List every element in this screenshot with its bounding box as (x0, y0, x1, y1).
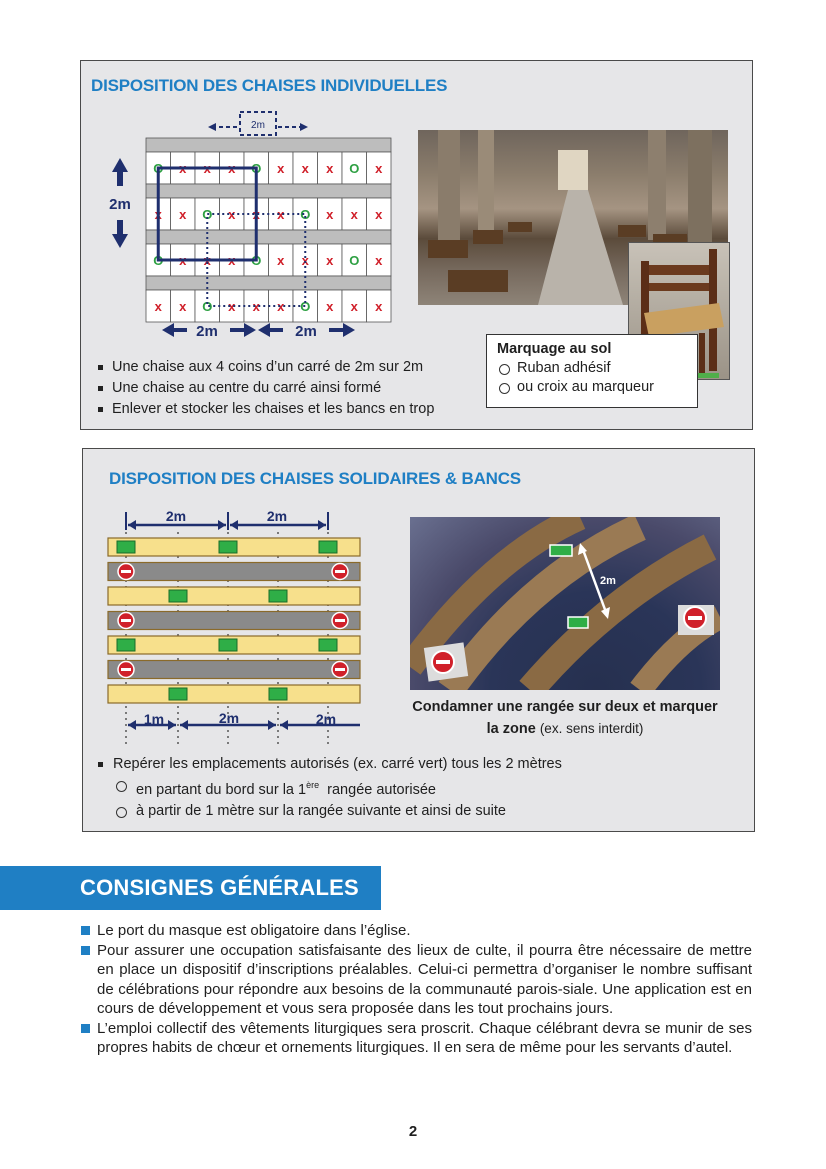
grid-cells (146, 138, 391, 322)
panel1-title: DISPOSITION DES CHAISES INDIVIDUELLES (91, 76, 448, 95)
aisle-row (146, 230, 391, 244)
green-seat-marker (319, 639, 337, 651)
forbidden-seat-mark: x (277, 207, 285, 222)
bench-top-dim-1: 2m (165, 508, 187, 524)
panel2-bullet-text: Repérer les emplacements autorisés (ex. carré vert) tous les 2 mètres (113, 756, 562, 772)
allowed-seat-mark: O (349, 253, 360, 268)
allowed-seat-mark: O (300, 207, 311, 222)
green-seat-marker (169, 688, 187, 700)
consigne-item: Pour assurer une occupation satisfaisante des lieux de culte, il pourra être nécessaire de mettre en place un dispositif d’inscriptions préalables. Celui-ci permettra d’organiser le nombre suffisant de célébrations pour répondre aux besoins de la communauté parois-siale. Une application est en cours de développement et vous sera proposée dans les tout prochains jours. (80, 941, 752, 1019)
bottom-dimension (162, 323, 355, 340)
forbidden-seat-mark: x (277, 299, 285, 314)
bench-photo-dim: 2m (600, 575, 616, 587)
legend-option: ou croix au marqueur (497, 378, 687, 397)
allowed-bench (108, 685, 360, 703)
no-entry-bar (335, 570, 345, 573)
consigne-item: Le port du masque est obligatoire dans l’église. (80, 921, 752, 941)
panel1-bullet: Une chaise au centre du carré ainsi formé (90, 378, 480, 399)
consignes-list (80, 921, 752, 1058)
condemned-bench (108, 661, 360, 679)
allowed-seat-mark: O (349, 161, 360, 176)
bottom-dim-label-2: 2m (295, 323, 317, 340)
forbidden-seat-mark: x (375, 207, 383, 222)
panel2-bullets (96, 754, 696, 822)
legend-title: Marquage au sol (497, 341, 612, 357)
section-title: CONSIGNES GÉNÉRALES (0, 866, 381, 910)
forbidden-seat-mark: x (326, 253, 334, 268)
aisle-row (146, 276, 391, 290)
legend-option: Ruban adhésif (497, 359, 687, 378)
green-seat-marker (319, 541, 337, 553)
forbidden-seat-mark: x (179, 299, 187, 314)
bench-top-dims (126, 508, 328, 530)
forbidden-seat-mark: x (203, 253, 211, 268)
green-seat-marker (269, 590, 287, 602)
forbidden-seat-mark: x (375, 161, 383, 176)
side-dimension (109, 158, 131, 248)
bench-bottom-dim-3: 2m (315, 711, 337, 727)
forbidden-seat-mark: x (252, 207, 260, 222)
no-entry-bar (335, 619, 345, 622)
green-seat-marker (219, 639, 237, 651)
no-entry-bar (335, 668, 345, 671)
green-seat-marker (219, 541, 237, 553)
forbidden-seat-mark: x (326, 207, 334, 222)
forbidden-seat-mark: x (277, 161, 285, 176)
condemned-bench (108, 612, 360, 630)
caption-bold: Condamner une rangée sur deux et marquer la zone (412, 699, 718, 737)
forbidden-seat-mark: x (326, 299, 334, 314)
allowed-seat-mark: O (202, 207, 213, 222)
page-number: 2 (408, 1123, 418, 1140)
allowed-seat-mark: O (153, 161, 164, 176)
side-dim-label: 2m (109, 196, 131, 213)
condemned-bench (108, 563, 360, 581)
sub-bullet-sup: ère (306, 780, 320, 790)
aisle-row (146, 138, 391, 152)
forbidden-seat-mark: x (179, 161, 187, 176)
caption-normal: (ex. sens interdit) (539, 721, 644, 736)
allowed-bench (108, 587, 360, 605)
forbidden-seat-mark: x (228, 161, 236, 176)
forbidden-seat-mark: x (375, 299, 383, 314)
panel2-bullet (96, 754, 696, 775)
panel2-sub-bullet: à partir de 1 mètre sur la rangée suivante et ainsi de suite (96, 801, 696, 822)
allowed-seat-mark: O (202, 299, 213, 314)
allowed-seat-mark: O (300, 299, 311, 314)
allowed-seat-mark: O (251, 253, 262, 268)
bottom-dim-label-1: 2m (196, 323, 218, 340)
top-dimension (208, 112, 308, 135)
forbidden-seat-mark: x (203, 161, 211, 176)
bench-bottom-dims (128, 710, 360, 730)
top-dim-label: 2m (251, 120, 265, 131)
forbidden-seat-mark: x (179, 207, 187, 222)
forbidden-seat-mark: x (375, 253, 383, 268)
forbidden-seat-mark: x (228, 207, 236, 222)
consigne-item: L’emploi collectif des vêtements liturgiques sera proscrit. Chaque célébrant devra se munir de ses propres habits de chœur et ornements liturgiques. Il en sera de même pour les servants d’autel. (80, 1019, 752, 1058)
panel1-bullet: Enlever et stocker les chaises et les bancs en trop (90, 399, 480, 420)
no-entry-bar (121, 668, 131, 671)
panel1-bullet: Une chaise aux 4 coins d’un carré de 2m sur 2m (90, 357, 480, 378)
forbidden-seat-mark: x (228, 253, 236, 268)
forbidden-seat-mark: x (154, 207, 162, 222)
forbidden-seat-mark: x (228, 299, 236, 314)
forbidden-seat-mark: x (277, 253, 285, 268)
benches-photo (410, 517, 720, 690)
panel2-title: DISPOSITION DES CHAISES SOLIDAIRES & BANCS (109, 469, 521, 488)
aisle-row (146, 184, 391, 198)
forbidden-seat-mark: x (301, 253, 309, 268)
forbidden-seat-mark: x (301, 161, 309, 176)
sub-bullet-text-b: rangée autorisée (319, 781, 436, 798)
forbidden-seat-mark: x (252, 299, 260, 314)
green-seat-marker (117, 541, 135, 553)
allowed-seat-mark: O (153, 253, 164, 268)
green-seat-marker (169, 590, 187, 602)
forbidden-seat-mark: x (326, 161, 334, 176)
panel1-bullets (90, 357, 480, 420)
allowed-seat-mark: O (251, 161, 262, 176)
bench-bottom-dim-1: 1m (143, 711, 165, 727)
green-seat-marker (269, 688, 287, 700)
forbidden-seat-mark: x (154, 299, 162, 314)
chair-grid-diagram (100, 108, 410, 348)
forbidden-seat-mark: x (350, 299, 358, 314)
no-entry-bar (121, 570, 131, 573)
bench-caption (410, 697, 720, 740)
bench-bottom-dim-2: 2m (218, 710, 240, 726)
floor-marking-legend (486, 334, 698, 408)
sub-bullet-text-a: en partant du bord sur la 1 (136, 781, 307, 798)
bench-top-dim-2: 2m (266, 508, 288, 524)
forbidden-seat-mark: x (350, 207, 358, 222)
panel2-sub-bullet (96, 775, 696, 801)
no-entry-bar (121, 619, 131, 622)
forbidden-seat-mark: x (179, 253, 187, 268)
bench-diagram (104, 508, 366, 750)
green-seat-marker (117, 639, 135, 651)
